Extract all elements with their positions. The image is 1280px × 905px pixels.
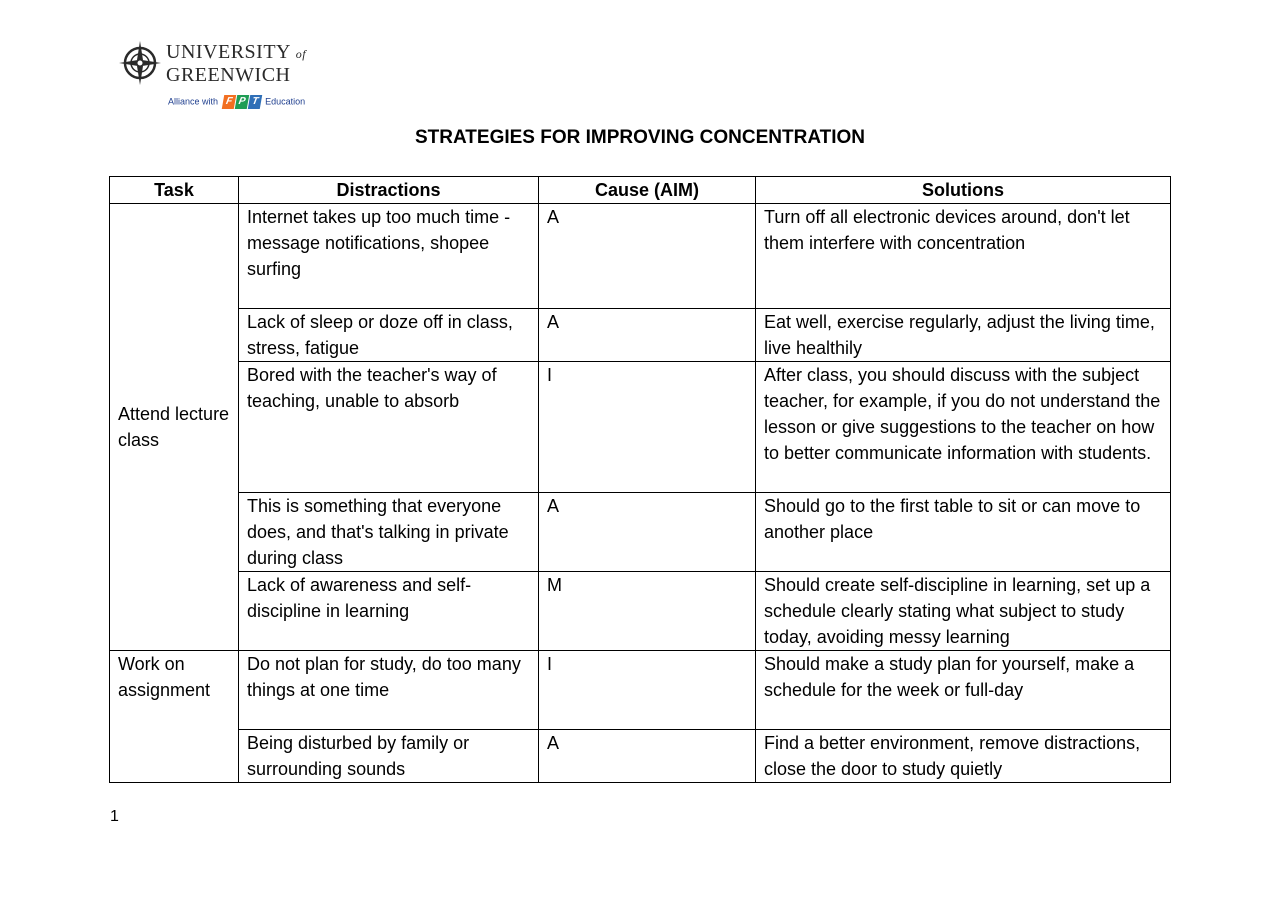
distraction-cell: Do not plan for study, do too many things at one time — [239, 651, 539, 730]
table-row — [110, 730, 1171, 783]
table-row — [110, 651, 1171, 730]
cause-cell: A — [539, 493, 756, 572]
header-distractions: Distractions — [239, 177, 539, 204]
distraction-cell: Lack of awareness and self-discipline in learning — [239, 572, 539, 651]
table-row — [110, 204, 1171, 309]
cause-cell: A — [539, 730, 756, 783]
header-solutions: Solutions — [756, 177, 1171, 204]
solution-cell: Turn off all electronic devices around, don't let them interfere with concentration — [756, 204, 1171, 309]
table-row — [110, 309, 1171, 362]
solution-cell: Eat well, exercise regularly, adjust the living time, live healthily — [756, 309, 1171, 362]
cause-cell: I — [539, 362, 756, 493]
solution-cell: Should create self-discipline in learning, set up a schedule clearly stating what subject to study today, avoiding messy learning — [756, 572, 1171, 651]
distraction-cell: Bored with the teacher's way of teaching, unable to absorb — [239, 362, 539, 493]
table-row — [110, 572, 1171, 651]
task-cell: Attend lecture class — [110, 204, 239, 651]
cause-cell: A — [539, 204, 756, 309]
solution-cell: Should make a study plan for yourself, make a schedule for the week or full-day — [756, 651, 1171, 730]
header-cause: Cause (AIM) — [539, 177, 756, 204]
solution-cell: Find a better environment, remove distractions, close the door to study quietly — [756, 730, 1171, 783]
compass-emblem-icon — [118, 40, 162, 86]
header-task: Task — [110, 177, 239, 204]
table-header-row — [110, 177, 1171, 204]
distraction-cell: Internet takes up too much time - message notifications, shopee surfing — [239, 204, 539, 309]
university-name: UNIVERSITY of GREENWICH — [166, 41, 307, 86]
page-number: 1 — [110, 808, 119, 825]
concentration-table — [109, 176, 1171, 783]
distraction-cell: Being disturbed by family or surrounding sounds — [239, 730, 539, 783]
task-cell: Work on assignment — [110, 651, 239, 783]
solution-cell: After class, you should discuss with the subject teacher, for example, if you do not understand the lesson or give suggestions to the teacher on how to better communicate information with students. — [756, 362, 1171, 493]
fpt-logo: F P T — [223, 95, 261, 109]
cause-cell: M — [539, 572, 756, 651]
page-title: STRATEGIES FOR IMPROVING CONCENTRATION — [414, 127, 866, 148]
distraction-cell: This is something that everyone does, and that's talking in private during class — [239, 493, 539, 572]
distraction-cell: Lack of sleep or doze off in class, stress, fatigue — [239, 309, 539, 362]
university-logo — [118, 38, 318, 118]
alliance-line: Alliance with F P T Education — [168, 96, 306, 107]
cause-cell: I — [539, 651, 756, 730]
cause-cell: A — [539, 309, 756, 362]
solution-cell: Should go to the first table to sit or can move to another place — [756, 493, 1171, 572]
table-row — [110, 362, 1171, 493]
table-row — [110, 493, 1171, 572]
